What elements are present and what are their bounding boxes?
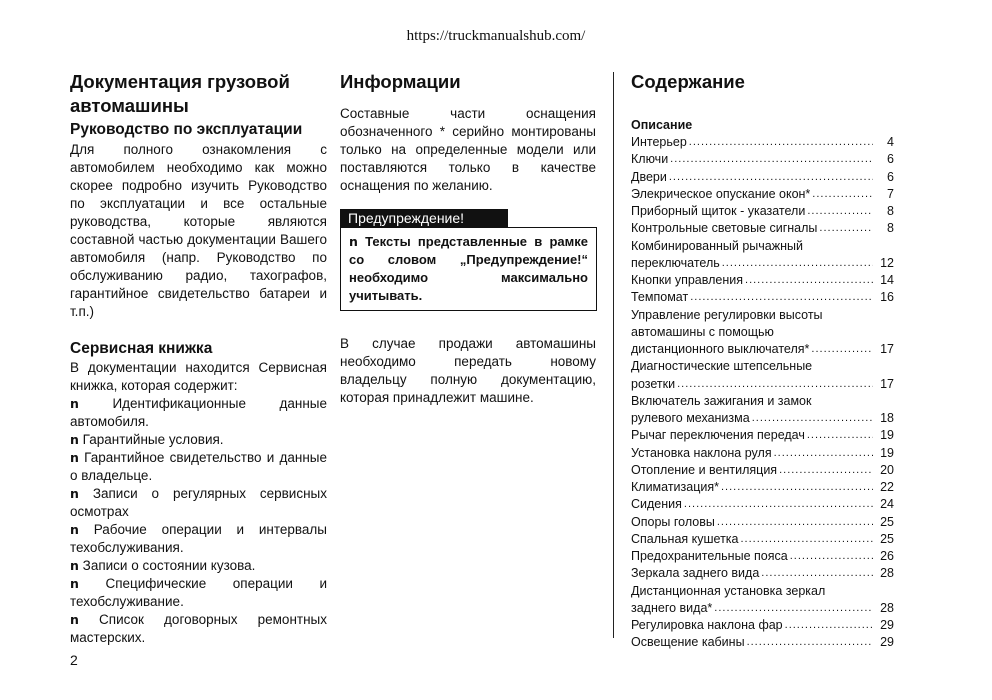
toc-row <box>631 531 894 548</box>
toc-row <box>631 496 894 513</box>
toc-entry-title: Отопление и вентиляция <box>631 462 778 477</box>
toc-entry-title: Кнопки управления <box>631 273 744 287</box>
toc-page-number: 17 <box>880 376 894 391</box>
toc-entry <box>631 462 894 479</box>
service-book-bullet <box>70 575 327 611</box>
toc-page-number: 6 <box>887 152 894 167</box>
bullet-marker: n <box>70 612 79 627</box>
toc-entry <box>631 272 894 289</box>
toc-entry <box>631 548 894 565</box>
toc-entry-title: Климатизация* <box>631 480 719 494</box>
manual-paragraph: Для полного ознакомления с автомобилем необходимо как можно скорее подробно изучить Руководство по эксплуатации и все остальные руководства, которые являются составной частью документации Вашего автомобиля (напр. Руководство по обслуживанию радио, тахографов, гарантийное свидетельство батареи и т.п.) <box>70 142 327 319</box>
toc-entry <box>631 289 894 306</box>
column-divider <box>613 72 614 638</box>
warning-text: Тексты представленные в рамке со словом „Предупреждение!“ необходимо максимально учитывать. <box>349 234 588 303</box>
warning-title: Предупреждение! <box>340 209 508 227</box>
toc-row <box>631 410 894 427</box>
toc-leader-dots <box>669 169 873 186</box>
toc-entry-title: Предохранительные пояса <box>631 549 788 563</box>
bullet-marker: n <box>70 576 79 591</box>
service-book-bullet <box>70 521 327 557</box>
toc-row <box>631 634 894 651</box>
toc-page-number: 16 <box>880 290 894 305</box>
toc-entry-title: Сидения <box>631 497 682 512</box>
toc-entry <box>631 358 894 393</box>
toc-page-number: 29 <box>880 635 894 650</box>
toc-entry <box>631 307 894 359</box>
toc-entry <box>631 583 894 618</box>
contents-column <box>631 70 894 652</box>
bullet-marker: n <box>70 450 79 465</box>
toc-entry-line: Дистанционная установка зеркал <box>631 583 826 598</box>
bullet-text: Записи о состоянии кузова. <box>82 558 256 573</box>
toc-entry-title: Двери <box>631 169 667 184</box>
toc-leader-dots <box>684 496 873 513</box>
toc-page-number: 7 <box>887 186 894 201</box>
documentation-title: Документация грузовой автомашины <box>70 71 290 116</box>
toc-entry <box>631 134 894 151</box>
toc-entry-line: Включатель зажигания и замок <box>631 393 812 408</box>
toc-leader-dots <box>714 600 873 617</box>
toc-row <box>631 151 894 168</box>
toc-leader-dots <box>745 272 873 289</box>
toc-entry <box>631 445 894 462</box>
toc-row <box>631 203 894 220</box>
toc-leader-dots <box>812 186 873 203</box>
toc-entry-title: заднего вида* <box>631 600 713 615</box>
bullet-text: Специфические операции и техобслуживание. <box>70 576 327 609</box>
toc-entry-title: Освещение кабины <box>631 635 745 650</box>
toc-entry-title: розетки <box>631 376 676 391</box>
documentation-column <box>70 70 327 647</box>
toc-page-number: 4 <box>887 135 894 149</box>
toc-entry <box>631 531 894 548</box>
toc-row <box>631 289 894 306</box>
contents-title: Содержание <box>631 71 745 92</box>
contents-section-heading: Описание <box>631 118 693 132</box>
toc-leader-dots <box>790 548 873 565</box>
toc-leader-dots <box>779 462 873 479</box>
toc-row <box>631 134 894 151</box>
bullet-text: Гарантийное свидетельство и данные о владельце. <box>70 450 327 483</box>
toc-leader-dots <box>741 531 874 548</box>
sale-paragraph: В случае продажи автомашины необходимо передать новому владельцу полную документацию, которая принадлежит машине. <box>340 336 596 405</box>
toc-entry <box>631 427 894 444</box>
toc-entry-title: Приборный щиток - указатели <box>631 204 806 218</box>
bullet-text: Гарантийные условия. <box>82 432 224 447</box>
toc-entry-title: Установка наклона руля <box>631 445 772 460</box>
toc-row <box>631 462 894 479</box>
toc-page-number: 25 <box>880 531 894 546</box>
bullet-marker: n <box>70 522 79 537</box>
warning-box <box>340 227 597 311</box>
service-book-bullet <box>70 431 327 449</box>
toc-page-number: 25 <box>880 514 894 529</box>
toc-row <box>631 427 894 444</box>
toc-leader-dots <box>807 203 873 220</box>
toc-entry-title: рулевого механизма <box>631 411 750 425</box>
bullet-marker: n <box>70 432 79 447</box>
toc-row <box>631 514 894 531</box>
toc-row <box>631 600 894 617</box>
toc-leader-dots <box>811 341 873 358</box>
toc-entry <box>631 151 894 168</box>
toc-leader-dots <box>761 565 873 582</box>
toc-row <box>631 169 894 186</box>
toc-entry <box>631 220 894 237</box>
warning-block <box>340 209 597 311</box>
bullet-text: Рабочие операции и интервалы техобслуживания. <box>70 522 327 555</box>
bullet-marker: n <box>70 486 79 501</box>
service-book-subtitle: Сервисная книжка <box>70 340 213 357</box>
toc-row <box>631 445 894 462</box>
toc-leader-dots <box>785 617 873 634</box>
toc-row <box>631 565 894 582</box>
toc-entry <box>631 634 894 651</box>
toc-entry <box>631 617 894 634</box>
manual-subtitle: Руководство по эксплуатации <box>70 121 303 138</box>
toc-entry <box>631 565 894 582</box>
warning-bullet: n <box>349 234 358 249</box>
toc-row <box>631 272 894 289</box>
toc-row <box>631 220 894 237</box>
toc-page-number: 20 <box>880 462 894 477</box>
toc-row <box>631 376 894 393</box>
toc-entry <box>631 393 894 428</box>
toc-leader-dots <box>807 427 873 444</box>
toc-entry <box>631 479 894 496</box>
page-number: 2 <box>70 652 78 668</box>
toc-leader-dots <box>722 255 873 272</box>
toc-leader-dots <box>752 410 873 427</box>
toc-entry-line: Диагностические штепсельные <box>631 359 813 374</box>
toc-leader-dots <box>670 151 873 168</box>
contents-list <box>631 134 894 652</box>
toc-page-number: 28 <box>880 600 894 615</box>
toc-page-number: 22 <box>880 480 894 494</box>
bullet-marker: n <box>70 558 79 573</box>
toc-page-number: 12 <box>880 255 894 270</box>
toc-page-number: 8 <box>887 204 894 218</box>
toc-leader-dots <box>774 445 873 462</box>
service-book-paragraph: В документации находится Сервисная книжка, которая содержит: <box>70 360 327 393</box>
toc-page-number: 8 <box>887 221 894 236</box>
toc-page-number: 18 <box>880 411 894 425</box>
toc-entry-title: Опоры головы <box>631 514 715 529</box>
service-book-bullet <box>70 557 327 575</box>
bullet-text: Список договорных ремонтных мастерских. <box>70 612 327 645</box>
toc-leader-dots <box>690 289 873 306</box>
service-book-bullet <box>70 395 327 431</box>
toc-entry-title: Регулировка наклона фар <box>631 618 783 632</box>
information-column <box>340 70 596 407</box>
toc-entry-title: Интерьер <box>631 135 687 149</box>
toc-entry-title: дистанционного выключателя* <box>631 342 810 356</box>
toc-entry-title: Зеркала заднего вида <box>631 566 760 581</box>
toc-leader-dots <box>689 134 873 151</box>
toc-row <box>631 548 894 565</box>
toc-entry-line: автомашины с помощью <box>631 324 774 339</box>
toc-entry-title: Ключи <box>631 152 669 167</box>
toc-row <box>631 479 894 496</box>
toc-entry-line: Комбинированный рычажный <box>631 238 803 253</box>
toc-page-number: 17 <box>880 342 894 356</box>
toc-row <box>631 255 894 272</box>
toc-entry <box>631 186 894 203</box>
toc-entry <box>631 238 894 273</box>
toc-leader-dots <box>747 634 873 651</box>
toc-row <box>631 186 894 203</box>
bullet-text: Записи о регулярных сервисных осмотрах <box>70 486 327 519</box>
toc-page-number: 26 <box>880 549 894 563</box>
toc-leader-dots <box>819 220 873 237</box>
service-book-bullet <box>70 611 327 647</box>
toc-page-number: 24 <box>880 497 894 512</box>
toc-leader-dots <box>677 376 873 393</box>
toc-entry-title: Рычаг переключения передач <box>631 428 805 443</box>
toc-entry-title: Элекрическое опускание окон* <box>631 186 811 201</box>
source-url: https://truckmanualshub.com/ <box>406 28 586 44</box>
information-paragraph: Составные части оснащения обозначенного * серийно монтированы только на определенные модели или поставляются только в качестве оснащения по желанию. <box>340 106 596 193</box>
toc-entry-title: Темпомат <box>631 290 689 305</box>
toc-leader-dots <box>721 479 873 496</box>
toc-row <box>631 341 894 358</box>
toc-row <box>631 617 894 634</box>
toc-page-number: 28 <box>880 566 894 581</box>
bullet-marker: n <box>70 396 79 411</box>
toc-entry <box>631 169 894 186</box>
toc-entry <box>631 496 894 513</box>
service-book-bullet-list <box>70 395 327 647</box>
toc-entry-title: переключатель <box>631 255 720 270</box>
toc-entry <box>631 203 894 220</box>
toc-entry-title: Спальная кушетка <box>631 531 739 546</box>
toc-page-number: 6 <box>887 169 894 184</box>
toc-page-number: 19 <box>880 445 894 460</box>
toc-entry-line: Управление регулировки высоты <box>631 307 823 322</box>
toc-page-number: 14 <box>880 273 894 287</box>
toc-entry-title: Контрольные световые сигналы <box>631 221 818 236</box>
service-book-bullet <box>70 449 327 485</box>
service-book-bullet <box>70 485 327 521</box>
toc-page-number: 19 <box>880 428 894 443</box>
toc-page-number: 29 <box>880 618 894 632</box>
toc-leader-dots <box>717 514 873 531</box>
bullet-text: Идентификационные данные автомобиля. <box>70 396 327 429</box>
information-title: Информации <box>340 71 461 92</box>
toc-entry <box>631 514 894 531</box>
